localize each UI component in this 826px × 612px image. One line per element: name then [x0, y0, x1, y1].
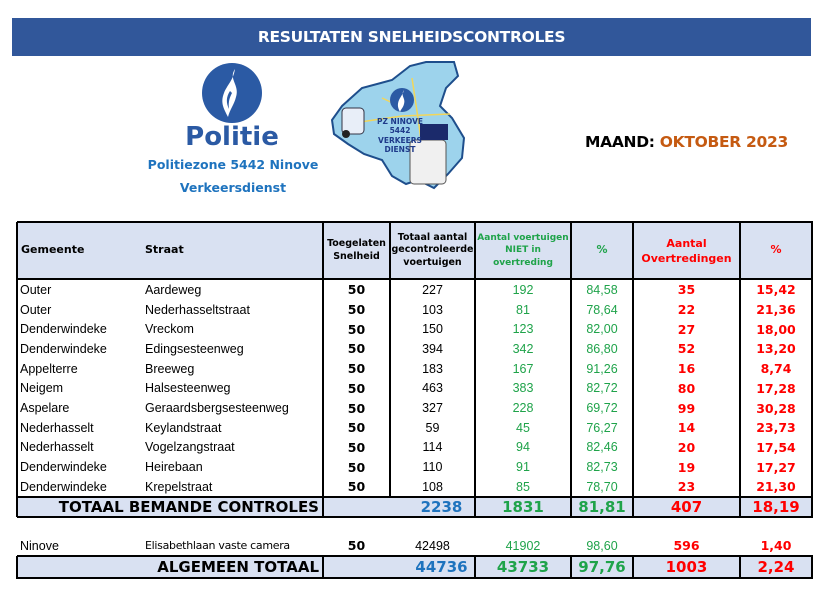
cell-niet-in-overtreding: 45: [516, 420, 530, 435]
subtotal-pct-fail: 18,19: [740, 497, 812, 517]
cell-niet-in-overtreding: 81: [516, 302, 530, 317]
camera-snelheid: 50: [347, 538, 366, 553]
cell-totaal: 394: [422, 341, 443, 356]
badge-line-4: DIENST: [384, 145, 416, 154]
col-header-straat: Straat: [143, 222, 323, 279]
column-divider: [474, 556, 476, 579]
column-divider: [322, 222, 324, 497]
col-header-snelheid-line: Toegelaten: [327, 238, 386, 249]
cell-overtredingen: 80: [677, 380, 696, 396]
col-header-niet-in-overtreding: [475, 222, 571, 279]
cell-snelheid: 50: [347, 439, 366, 455]
col-header-pct-fail: %: [740, 222, 812, 279]
cell-overtredingen: 99: [677, 400, 696, 416]
cell-straat: Breeweg: [145, 361, 195, 376]
column-divider: [16, 222, 18, 497]
column-divider: [632, 556, 634, 579]
cell-straat: Krepelstraat: [145, 479, 213, 494]
col-header-gemeente: Gemeente: [17, 222, 143, 279]
police-flame-logo-icon: [202, 63, 262, 123]
col-header-snelheid: [323, 222, 390, 279]
column-divider: [811, 497, 813, 517]
cell-niet-in-overtreding: 91: [516, 460, 530, 475]
col-header-totaal-line: voertuigen: [403, 256, 462, 268]
cell-niet-in-overtreding: 228: [512, 401, 534, 416]
column-divider: [739, 497, 741, 517]
column-divider: [570, 497, 572, 517]
org-name: Politie: [185, 122, 279, 152]
cell-pct-ok: 69,72: [586, 401, 618, 416]
row-divider: [17, 555, 813, 557]
cell-niet-in-overtreding: 85: [516, 479, 530, 494]
col-header-overtredingen-line: Aantal: [666, 236, 707, 250]
column-divider: [632, 497, 634, 517]
grand-total-niet: 43733: [475, 556, 571, 578]
cell-pct-ok: 78,64: [586, 302, 618, 317]
cell-niet-in-overtreding: 192: [512, 282, 534, 297]
subtotal-niet: 1831: [475, 497, 571, 517]
camera-gemeente: Ninove: [20, 538, 59, 553]
grand-total-label: ALGEMEEN TOTAAL: [17, 556, 323, 578]
row-divider: [17, 516, 813, 518]
subtotal-pct-ok: 81,81: [571, 497, 633, 517]
row-divider: [17, 221, 813, 223]
cell-niet-in-overtreding: 383: [512, 381, 534, 396]
column-divider: [16, 556, 18, 579]
column-divider: [322, 497, 324, 517]
cell-pct-fail: 8,74: [760, 361, 792, 377]
cell-straat: Heirebaan: [145, 460, 203, 475]
col-header-overtredingen: [633, 222, 740, 279]
cell-snelheid: 50: [347, 459, 366, 475]
cell-totaal: 183: [422, 361, 443, 376]
col-header-niet-in-overtreding-line: overtreding: [493, 257, 553, 268]
cell-totaal: 327: [422, 401, 443, 416]
cell-overtredingen: 16: [677, 361, 696, 377]
column-divider: [474, 497, 476, 517]
cell-overtredingen: 23: [677, 479, 696, 495]
row-divider: [17, 577, 813, 579]
cell-pct-fail: 21,30: [756, 479, 796, 495]
camera-niet: 41902: [505, 538, 541, 553]
cell-snelheid: 50: [347, 361, 366, 377]
column-divider: [16, 497, 18, 517]
cell-pct-ok: 82,73: [586, 460, 618, 475]
cell-gemeente: Neigem: [20, 381, 64, 396]
cell-snelheid: 50: [347, 380, 366, 396]
cell-overtredingen: 52: [677, 341, 696, 357]
cell-snelheid: 50: [347, 400, 366, 416]
cell-totaal: 227: [422, 282, 443, 297]
cell-snelheid: 50: [347, 282, 366, 298]
cell-gemeente: Nederhasselt: [20, 420, 94, 435]
subtotal-overtredingen: 407: [633, 497, 740, 517]
cell-snelheid: 50: [347, 302, 366, 318]
subtotal-label: TOTAAL BEMANDE CONTROLES: [17, 497, 323, 517]
cell-pct-ok: 82,46: [586, 440, 618, 455]
column-divider: [570, 222, 572, 497]
column-divider: [739, 222, 741, 497]
cell-snelheid: 50: [347, 341, 366, 357]
zone-name: Politiezone 5442 Ninove: [147, 157, 319, 172]
grand-total-totaal: 44736: [323, 556, 475, 578]
row-divider: [17, 278, 813, 280]
col-header-niet-in-overtreding-line: NIET in: [505, 245, 541, 256]
cell-pct-ok: 86,80: [586, 341, 618, 356]
cell-totaal: 114: [422, 440, 443, 455]
month-heading: [585, 133, 788, 151]
cell-totaal: 103: [422, 302, 443, 317]
cell-straat: Vogelzangstraat: [145, 440, 235, 455]
col-header-overtredingen-line: Overtredingen: [641, 251, 732, 265]
cell-totaal: 110: [422, 460, 443, 475]
badge-line-1: PZ NINOVE: [377, 117, 423, 126]
cell-pct-fail: 17,54: [756, 439, 796, 455]
cell-overtredingen: 19: [677, 459, 696, 475]
department-name: Verkeersdienst: [179, 180, 287, 195]
cell-gemeente: Denderwindeke: [20, 322, 107, 337]
cell-gemeente: Aspelare: [20, 401, 70, 416]
cell-straat: Vreckom: [145, 322, 194, 337]
col-header-totaal-line: Totaal aantal: [397, 231, 468, 243]
cell-overtredingen: 27: [677, 321, 696, 337]
cell-niet-in-overtreding: 123: [512, 322, 534, 337]
cell-straat: Nederhasseltstraat: [145, 302, 250, 317]
title-banner: [12, 18, 811, 56]
column-divider: [322, 556, 324, 579]
cell-niet-in-overtreding: 167: [512, 361, 534, 376]
cell-straat: Geraardsbergsesteenweg: [145, 401, 289, 416]
column-divider: [474, 222, 476, 497]
column-divider: [570, 556, 572, 579]
cell-snelheid: 50: [347, 479, 366, 495]
cell-gemeente: Denderwindeke: [20, 341, 107, 356]
cell-pct-ok: 78,70: [586, 479, 618, 494]
badge-line-3: VERKEERS: [378, 136, 422, 145]
cell-totaal: 150: [422, 322, 443, 337]
cell-niet-in-overtreding: 94: [516, 440, 530, 455]
cell-gemeente: Outer: [20, 282, 52, 297]
column-divider: [632, 222, 634, 497]
camera-straat: Elisabethlaan vaste camera: [145, 539, 290, 552]
cell-overtredingen: 14: [677, 420, 696, 436]
cell-snelheid: 50: [347, 321, 366, 337]
cell-gemeente: Denderwindeke: [20, 460, 107, 475]
cell-straat: Edingsesteenweg: [145, 341, 244, 356]
col-header-pct-ok: %: [571, 222, 633, 279]
cell-pct-ok: 82,00: [586, 322, 618, 337]
cell-pct-fail: 17,27: [756, 459, 796, 475]
column-divider: [811, 222, 813, 497]
cell-pct-fail: 15,42: [756, 282, 796, 298]
cell-niet-in-overtreding: 342: [512, 341, 534, 356]
cell-straat: Halsesteenweg: [145, 381, 231, 396]
badge-line-2: 5442: [389, 126, 411, 135]
zone-map-logo: [322, 58, 472, 194]
cell-overtredingen: 22: [677, 302, 696, 318]
col-header-totaal-line: gecontroleerde: [391, 244, 474, 256]
month-value: OKTOBER 2023: [659, 133, 788, 151]
cell-pct-ok: 82,72: [586, 381, 618, 396]
month-label: MAAND:: [585, 133, 655, 151]
cell-pct-ok: 91,26: [586, 361, 618, 376]
cell-pct-fail: 30,28: [756, 400, 796, 416]
grand-total-pct-fail: 2,24: [740, 556, 812, 578]
row-divider: [17, 496, 813, 498]
cell-gemeente: Nederhasselt: [20, 440, 94, 455]
cell-overtredingen: 35: [677, 282, 696, 298]
page-title: RESULTATEN SNELHEIDSCONTROLES: [257, 28, 566, 46]
cell-pct-ok: 84,58: [586, 282, 618, 297]
cell-snelheid: 50: [347, 420, 366, 436]
cell-pct-fail: 21,36: [756, 302, 796, 318]
camera-totaal: 42498: [415, 538, 450, 553]
camera-overtredingen: 596: [673, 538, 700, 553]
camera-pct-fail: 1,40: [760, 538, 792, 553]
cell-pct-fail: 23,73: [756, 420, 796, 436]
cell-totaal: 108: [422, 479, 443, 494]
cell-straat: Aardeweg: [145, 282, 202, 297]
col-header-niet-in-overtreding-line: Aantal voertuigen: [477, 232, 569, 243]
cell-straat: Keylandstraat: [145, 420, 222, 435]
cell-gemeente: Denderwindeke: [20, 479, 107, 494]
subtotal-totaal: 2238: [323, 497, 475, 517]
cell-pct-fail: 17,28: [756, 380, 796, 396]
cell-gemeente: Outer: [20, 302, 52, 317]
cell-pct-fail: 18,00: [756, 321, 796, 337]
col-header-totaal: [390, 222, 475, 279]
column-divider: [739, 556, 741, 579]
cell-overtredingen: 20: [677, 439, 696, 455]
cell-totaal: 463: [422, 381, 443, 396]
col-header-snelheid-line: Snelheid: [333, 250, 380, 262]
camera-pct-ok: 98,60: [586, 538, 618, 553]
column-divider: [811, 556, 813, 579]
column-divider: [389, 222, 391, 497]
grand-total-overtredingen: 1003: [633, 556, 740, 578]
grand-total-pct-ok: 97,76: [571, 556, 633, 578]
cell-pct-fail: 13,20: [756, 341, 796, 357]
cell-gemeente: Appelterre: [20, 361, 78, 376]
cell-pct-ok: 76,27: [586, 420, 618, 435]
cell-totaal: 59: [425, 420, 440, 435]
